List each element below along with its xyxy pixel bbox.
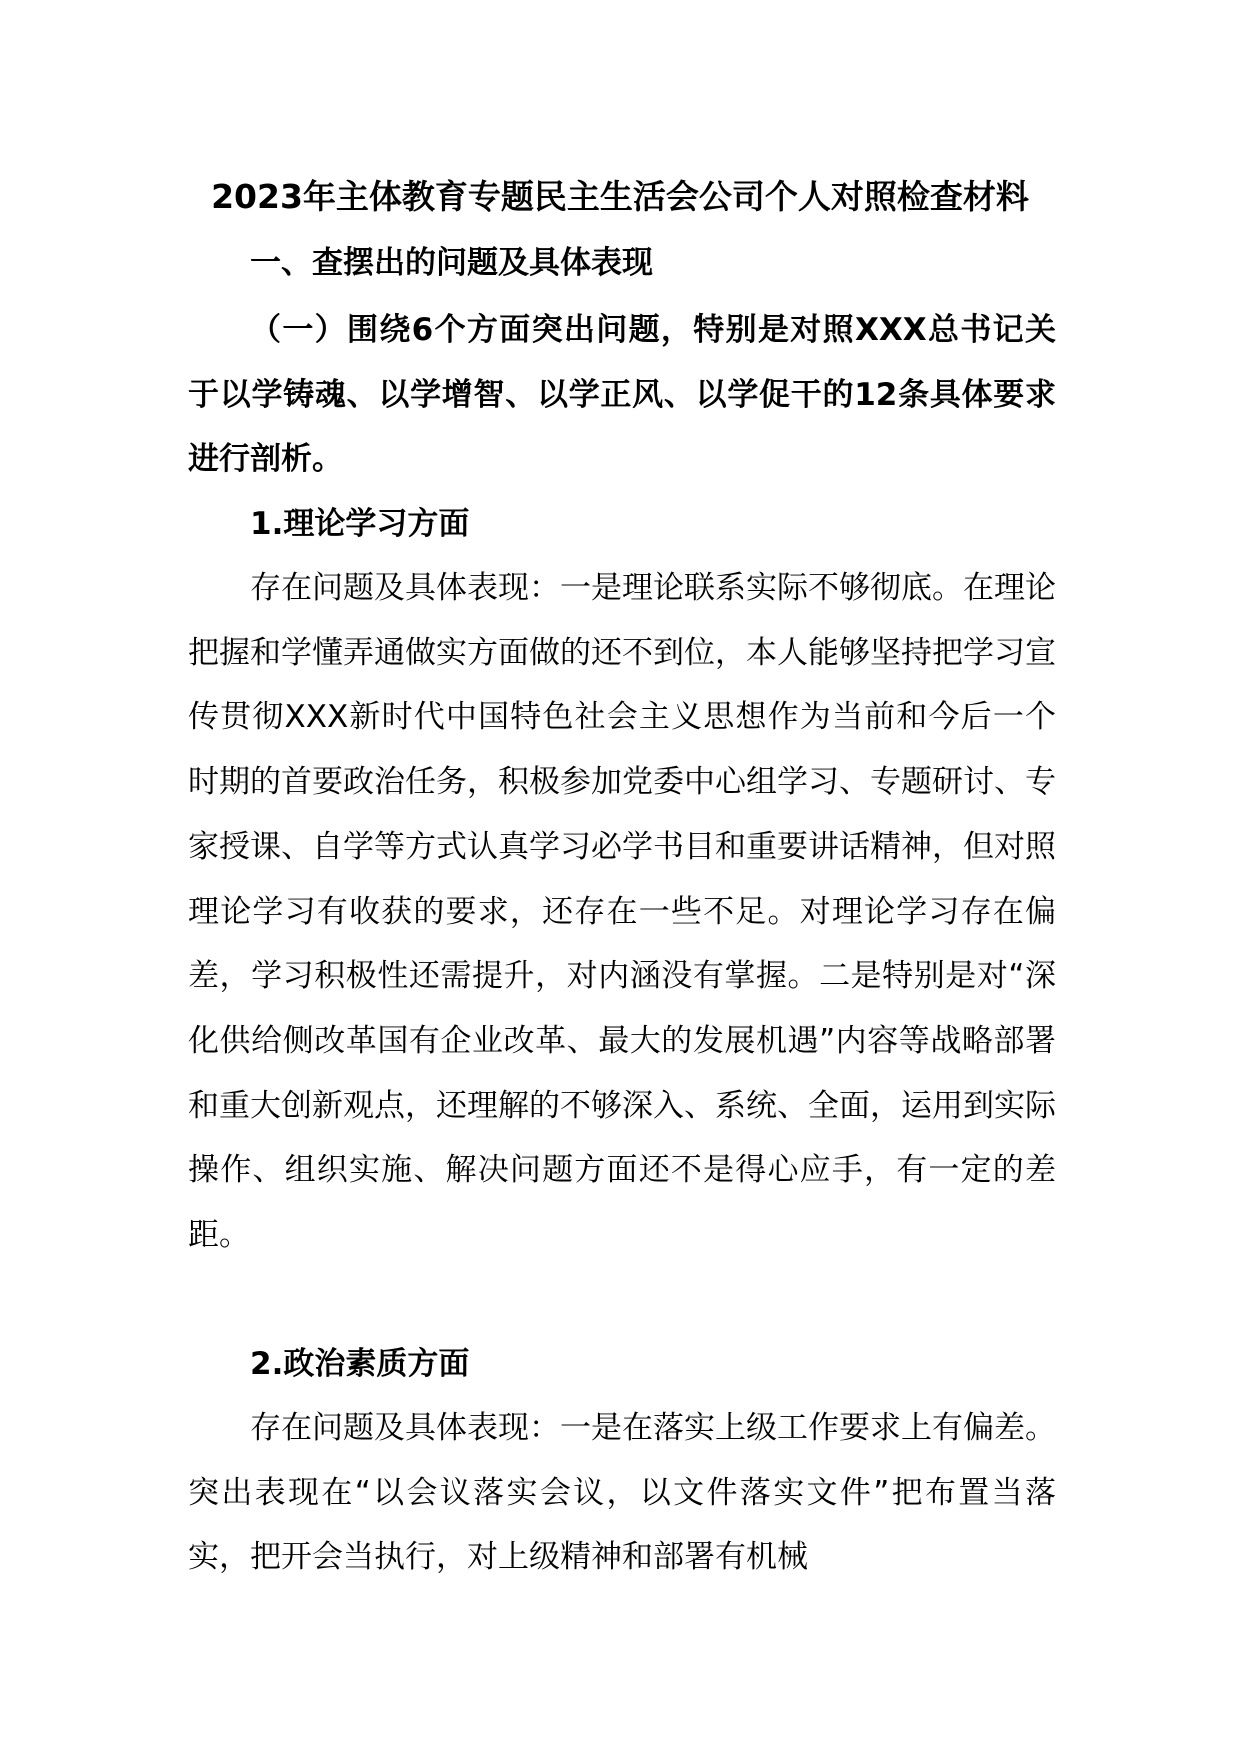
item-heading-theory-study: 1.理论学习方面 <box>250 506 470 542</box>
item-body-theory-study: 存在问题及具体表现：一是理论联系实际不够彻底。在理论把握和学懂弄通做实方面做的还不到位，本人能够坚持把学习宣传贯彻XXX新时代中国特色社会主义思想作为当前和今后一个时期的首要政治任务，积极参加党委中心组学习、专题研讨、专家授课、自学等方式认真学习必学书目和重要讲话精神，但对照理论学习有收获的要求，还存在一些不足。对理论学习存在偏差，学习积极性还需提升，对内涵没有掌握。二是特别是对“深化供给侧改革国有企业改革、最大的发展机遇”内容等战略部署和重大创新观点，还理解的不够深入、系统、全面，运用到实际操作、组织实施、解决问题方面还不是得心应手，有一定的差距。 <box>188 570 1056 1254</box>
section-heading-problems: 一、查摆出的问题及具体表现 <box>250 245 653 281</box>
item-body-political-quality: 存在问题及具体表现：一是在落实上级工作要求上有偏差。突出表现在“以会议落实会议，以文件落实文件”把布置当落实，把开会当执行，对上级精神和部署有机械 <box>188 1410 1056 1576</box>
document-title: 2023年主体教育专题民主生活会公司个人对照检查材料 <box>211 177 1029 216</box>
item-heading-political-quality: 2.政治素质方面 <box>250 1346 470 1382</box>
subsection-heading-six-aspects: （一）围绕6个方面突出问题，特别是对照XXX总书记关于以学铸魂、以学增智、以学正风、以学促干的12条具体要求进行剖析。 <box>188 312 1056 478</box>
